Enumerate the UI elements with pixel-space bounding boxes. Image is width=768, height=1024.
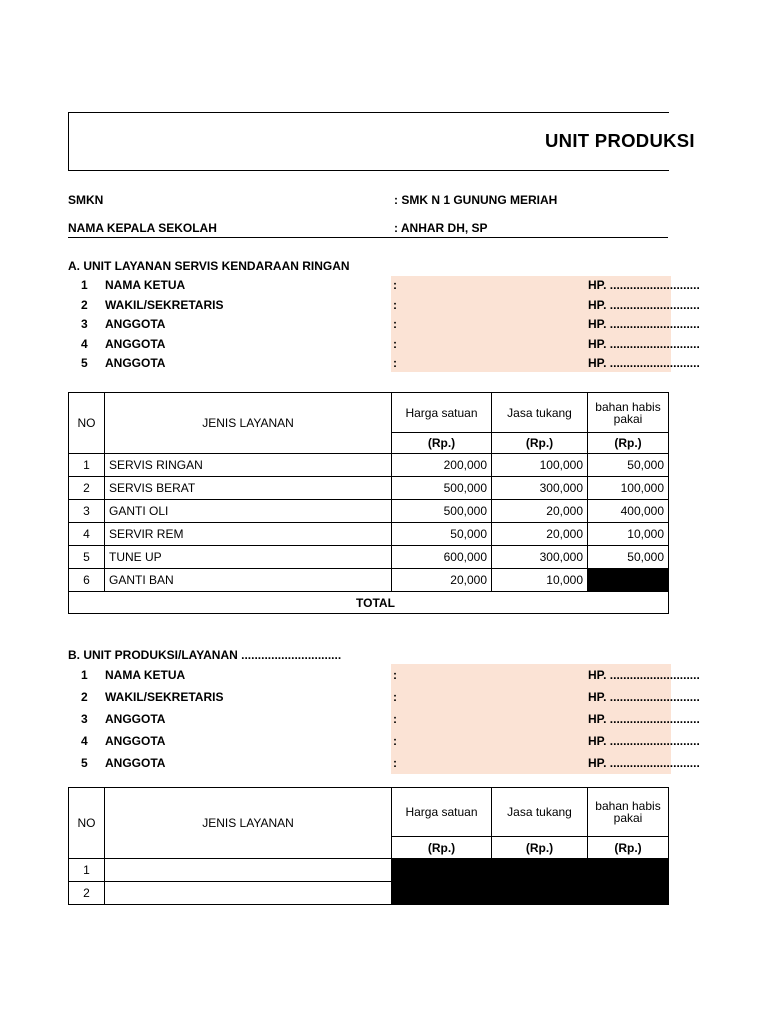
member-hp: HP. ........................... (588, 712, 700, 726)
member-hp: HP. ........................... (588, 297, 700, 312)
member-role: ANGGOTA (105, 336, 166, 351)
section-a-table (68, 392, 669, 614)
member-number: 2 (81, 690, 88, 704)
col-header-jenis: JENIS LAYANAN (105, 788, 392, 859)
row-jenis: SERVIS BERAT (105, 477, 392, 500)
member-number: 4 (81, 734, 88, 748)
header-divider (68, 237, 668, 238)
member-role: NAMA KETUA (105, 668, 186, 682)
row-number: 4 (69, 523, 105, 546)
row-jasa: 10,000 (492, 569, 588, 592)
table-row (69, 546, 669, 569)
table-row (69, 569, 669, 592)
member-colon: : (393, 297, 397, 312)
member-colon: : (393, 668, 397, 682)
member-colon: : (393, 712, 397, 726)
member-colon: : (393, 734, 397, 748)
row-harga: 50,000 (392, 523, 492, 546)
row-bahan: 10,000 (588, 523, 669, 546)
row-jasa (492, 859, 588, 882)
unit-jasa: (Rp.) (492, 433, 588, 454)
row-jenis (105, 882, 392, 905)
col-header-no: NO (69, 788, 105, 859)
member-hp: HP. ........................... (588, 690, 700, 704)
row-number: 1 (69, 859, 105, 882)
page-title: UNIT PRODUKSI (545, 130, 695, 151)
row-harga: 600,000 (392, 546, 492, 569)
row-jenis: TUNE UP (105, 546, 392, 569)
col-header-jasa: Jasa tukang (492, 393, 588, 433)
member-hp: HP. ........................... (588, 336, 700, 351)
member-colon: : (393, 278, 397, 292)
row-jasa: 300,000 (492, 546, 588, 569)
kepala-label: NAMA KEPALA SEKOLAH (68, 221, 217, 235)
smkn-label: SMKN (68, 193, 104, 207)
member-role: WAKIL/SEKRETARIS (105, 690, 224, 704)
row-bahan: 400,000 (588, 500, 669, 523)
member-colon: : (393, 317, 397, 331)
row-harga (392, 859, 492, 882)
table-row (69, 523, 669, 546)
unit-jasa: (Rp.) (492, 837, 588, 859)
total-row (69, 592, 669, 614)
member-role: ANGGOTA (105, 756, 166, 770)
table-row (69, 500, 669, 523)
unit-bahan: (Rp.) (588, 433, 669, 454)
row-jenis: SERVIS RINGAN (105, 454, 392, 477)
row-harga (392, 882, 492, 905)
row-harga: 500,000 (392, 477, 492, 500)
row-harga: 500,000 (392, 500, 492, 523)
member-number: 5 (81, 756, 88, 770)
col-header-harga: Harga satuan (392, 788, 492, 837)
row-number: 1 (69, 454, 105, 477)
section-a-heading: A. UNIT LAYANAN SERVIS KENDARAAN RINGAN (68, 259, 350, 273)
total-label: TOTAL (356, 595, 395, 610)
row-jenis: GANTI OLI (105, 500, 392, 523)
col-header-bahan: bahan habis pakai (588, 788, 669, 837)
member-role: ANGGOTA (105, 356, 166, 370)
row-number: 5 (69, 546, 105, 569)
row-number: 3 (69, 500, 105, 523)
row-jenis (105, 859, 392, 882)
member-number: 4 (81, 336, 88, 351)
member-number: 3 (81, 317, 88, 331)
kepala-value: : ANHAR DH, SP (394, 221, 488, 235)
member-number: 5 (81, 356, 88, 370)
row-bahan (588, 882, 669, 905)
member-role: NAMA KETUA (105, 278, 186, 292)
member-hp: HP. ........................... (588, 356, 700, 370)
row-jasa: 300,000 (492, 477, 588, 500)
col-header-jenis: JENIS LAYANAN (105, 393, 392, 454)
member-hp: HP. ........................... (588, 278, 700, 292)
member-colon: : (393, 690, 397, 704)
table-row (69, 454, 669, 477)
row-jasa (492, 882, 588, 905)
col-header-no: NO (69, 393, 105, 454)
row-number: 6 (69, 569, 105, 592)
row-jasa: 20,000 (492, 500, 588, 523)
member-colon: : (393, 336, 397, 351)
row-harga: 20,000 (392, 569, 492, 592)
member-colon: : (393, 756, 397, 770)
row-harga: 200,000 (392, 454, 492, 477)
member-hp: HP. ........................... (588, 317, 700, 331)
member-number: 1 (81, 278, 88, 292)
section-b-heading: B. UNIT PRODUKSI/LAYANAN .............................. (68, 648, 342, 662)
row-number: 2 (69, 882, 105, 905)
row-bahan: 100,000 (588, 477, 669, 500)
row-jenis: GANTI BAN (105, 569, 392, 592)
member-hp: HP. ........................... (588, 734, 700, 748)
row-jenis: SERVIR REM (105, 523, 392, 546)
row-number: 2 (69, 477, 105, 500)
section-b-table (68, 787, 669, 905)
member-hp: HP. ........................... (588, 756, 700, 770)
member-number: 2 (81, 297, 88, 312)
col-header-harga: Harga satuan (392, 393, 492, 433)
table-row (69, 859, 669, 882)
table-row (69, 477, 669, 500)
row-jasa: 20,000 (492, 523, 588, 546)
row-bahan (588, 859, 669, 882)
unit-harga: (Rp.) (392, 433, 492, 454)
row-bahan (588, 569, 669, 592)
member-role: ANGGOTA (105, 317, 166, 331)
smkn-value: : SMK N 1 GUNUNG MERIAH (394, 193, 558, 207)
member-hp: HP. ........................... (588, 668, 700, 682)
col-header-jasa: Jasa tukang (492, 788, 588, 837)
row-bahan: 50,000 (588, 546, 669, 569)
table-row (69, 882, 669, 905)
member-number: 1 (81, 668, 88, 682)
row-bahan: 50,000 (588, 454, 669, 477)
row-jasa: 100,000 (492, 454, 588, 477)
title-box (68, 112, 695, 171)
member-colon: : (393, 356, 397, 370)
col-header-bahan: bahan habis pakai (588, 393, 669, 433)
member-number: 3 (81, 712, 88, 726)
member-role: ANGGOTA (105, 734, 166, 748)
member-role: ANGGOTA (105, 712, 166, 726)
unit-harga: (Rp.) (392, 837, 492, 859)
member-role: WAKIL/SEKRETARIS (105, 297, 224, 312)
unit-bahan: (Rp.) (588, 837, 669, 859)
